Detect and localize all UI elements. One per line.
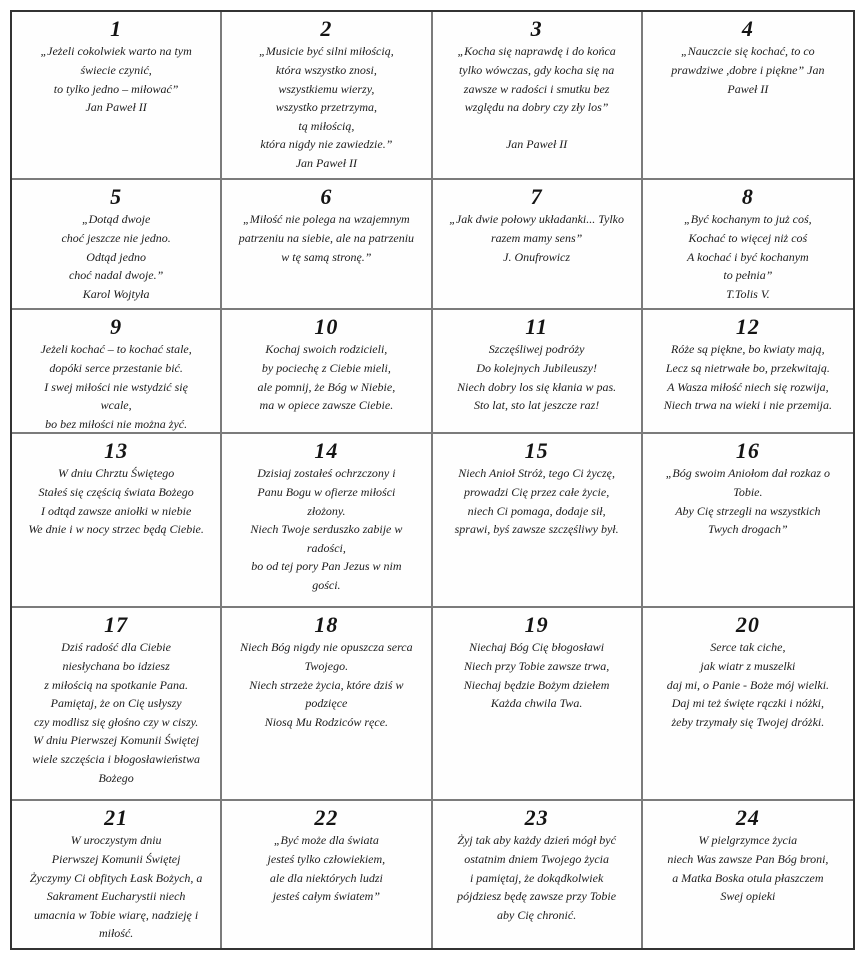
- quote-line: „Dotąd dwoje: [81, 212, 151, 227]
- quote-line: A kochać i być kochanym: [687, 249, 809, 264]
- quote-number: 1: [110, 16, 123, 41]
- quote-line: W pielgrzymce życia: [698, 833, 798, 848]
- quote-number: 10: [314, 314, 339, 339]
- quote-line: umacnia w Tobie wiarę, nadzieję i: [34, 907, 199, 922]
- quote-line: żeby trzymały się Twojej dróżki.: [671, 714, 825, 729]
- quote-line: niech Was zawsze Pan Bóg broni,: [667, 851, 829, 866]
- quote-text: [437, 42, 637, 154]
- quote-line: Twych drogach”: [708, 522, 788, 537]
- quote-cell: [12, 310, 222, 434]
- quote-line: I swej miłości nie wstydzić się: [44, 379, 188, 394]
- quote-line: sprawi, byś zawsze szczęśliwy był.: [454, 522, 619, 537]
- quote-line: wiele szczęścia i błogosławieństwa: [32, 751, 200, 766]
- quote-number: 7: [530, 184, 543, 209]
- quote-line: która nigdy nie zawiedzie.”: [260, 137, 393, 152]
- quote-text: [16, 340, 216, 433]
- quote-line: Niech przy Tobie zawsze trwa,: [464, 658, 610, 673]
- quote-cell: [433, 310, 643, 434]
- quote-line: „Kocha się naprawdę i do końca: [457, 44, 616, 59]
- quote-number: 23: [524, 805, 549, 830]
- quote-number: 13: [104, 438, 129, 463]
- quote-line: Niech Bóg nigdy nie opuszcza serca: [240, 640, 413, 655]
- quote-text: [647, 464, 849, 538]
- quote-cell: [12, 434, 222, 608]
- quote-text: [437, 831, 637, 924]
- quote-line: Niech Anioł Stróż, tego Ci życzę,: [458, 466, 615, 481]
- quote-cell: [222, 608, 432, 801]
- quote-line: to tylko jedno – miłować”: [53, 81, 179, 96]
- quote-line: miłość.: [98, 926, 134, 941]
- quote-line: Panu Bogu w ofierze miłości: [257, 484, 396, 499]
- quote-cell: [433, 12, 643, 180]
- quote-line: Życzymy Ci obfitych Łask Bożych, a: [29, 870, 203, 885]
- quote-text: [226, 638, 426, 731]
- quote-number: 8: [741, 184, 754, 209]
- quote-cell: [12, 12, 222, 180]
- quote-line: która wszystko znosi,: [275, 62, 377, 77]
- quote-line: A Wasza miłość niech się rozwija,: [667, 379, 829, 394]
- quote-text: [16, 638, 216, 787]
- quote-line: Sto lat, sto lat jeszcze raz!: [473, 398, 600, 413]
- quote-cell: [433, 608, 643, 801]
- quote-text: [647, 42, 849, 98]
- quote-line: wszystkiemu wierzy,: [278, 81, 375, 96]
- quote-line: Jan Paweł II: [85, 100, 147, 115]
- quote-text: [437, 210, 637, 266]
- quote-line: tą miłością,: [298, 118, 355, 133]
- quote-cell: [643, 801, 853, 948]
- quote-line: We dnie i w nocy strzec będą Ciebie.: [28, 522, 204, 537]
- quote-line: Jan Paweł II: [505, 137, 568, 152]
- quote-number: 19: [524, 612, 549, 637]
- quote-line: ma w opiece zawsze Ciebie.: [259, 398, 394, 413]
- quote-line: to pełnia”: [723, 268, 773, 283]
- quote-cell: [433, 180, 643, 310]
- quote-line: Aby Cię strzegli na wszystkich: [675, 503, 821, 518]
- quote-number: 14: [314, 438, 339, 463]
- quote-line: względu na dobry czy zły los”: [464, 100, 609, 115]
- quote-cell: [222, 12, 432, 180]
- quote-cell: [222, 434, 432, 608]
- quote-text: [437, 638, 637, 712]
- quote-line: by pociechę z Ciebie mieli,: [261, 360, 391, 375]
- quote-line: W dniu Chrztu Świętego: [57, 466, 175, 481]
- quote-line: Paweł II: [727, 81, 769, 96]
- quote-number: 15: [524, 438, 549, 463]
- quote-line: Kochaj swoich rodzicieli,: [265, 342, 388, 357]
- quote-line: Jeżeli kochać – to kochać stale,: [40, 342, 192, 357]
- quote-line: Każda chwila Twa.: [490, 696, 583, 711]
- quote-line: Dziś radość dla Ciebie: [61, 640, 171, 655]
- quote-number: 11: [525, 314, 549, 339]
- quote-line: Swej opieki: [720, 889, 776, 904]
- quote-cell: [643, 608, 853, 801]
- quote-line: „Miłość nie polega na wzajemnym: [243, 212, 410, 227]
- quote-cell: [433, 434, 643, 608]
- quote-number: 18: [314, 612, 339, 637]
- quote-line: W uroczystym dniu: [70, 833, 162, 848]
- quote-number: 21: [104, 805, 129, 830]
- quote-line: Serce tak ciche,: [710, 640, 786, 655]
- quote-number: 4: [741, 16, 754, 41]
- quote-line: i pamiętaj, że dokądkolwiek: [469, 870, 604, 885]
- quote-line: prowadzi Cię przez całe życie,: [464, 484, 610, 499]
- quote-line: pójdziesz będę zawsze przy Tobie: [457, 889, 617, 904]
- quote-line: Żyj tak aby każdy dzień mógł być: [457, 833, 616, 848]
- quote-line: choć nadal dwoje.”: [68, 268, 164, 283]
- quote-line: Twojego.: [304, 658, 349, 673]
- quote-line: radości,: [306, 540, 346, 555]
- quote-line: bo bez miłości nie można żyć.: [45, 416, 188, 431]
- quote-cell: [12, 608, 222, 801]
- quote-line: bo od tej pory Pan Jezus w nim: [251, 559, 402, 574]
- quote-text: [226, 42, 426, 172]
- quote-text: [647, 638, 849, 731]
- quote-line: patrzeniu na siebie, ale na patrzeniu: [238, 230, 415, 245]
- quote-line: „Nauczcie się kochać, to co: [681, 44, 815, 59]
- quote-line: jak wiatr z muszelki: [700, 658, 796, 673]
- quote-text: [647, 831, 849, 905]
- quote-cell: [222, 801, 432, 948]
- quote-line: Bożego: [98, 770, 134, 785]
- quote-number: 17: [104, 612, 129, 637]
- quote-text: [226, 340, 426, 414]
- quote-line: [437, 117, 637, 136]
- quote-line: I odtąd zawsze aniołki w niebie: [40, 503, 192, 518]
- quote-line: Tobie.: [733, 484, 763, 499]
- quote-line: dopóki serce przestanie bić.: [49, 360, 183, 375]
- quote-line: gości.: [312, 577, 341, 592]
- quote-line: T.Tolis V.: [726, 286, 770, 301]
- quote-number: 6: [320, 184, 333, 209]
- quote-cell: [643, 12, 853, 180]
- quote-number: 9: [110, 314, 123, 339]
- quote-line: „Musicie być silni miłością,: [259, 44, 394, 59]
- quote-text: [226, 210, 426, 266]
- quote-line: razem mamy sens”: [490, 230, 583, 245]
- quote-number: 16: [735, 438, 760, 463]
- quote-line: zawsze w radości i smutku bez: [463, 81, 610, 96]
- quote-line: Kochać to więcej niż coś: [688, 230, 808, 245]
- quote-line: Pierwszej Komunii Świętej: [51, 851, 181, 866]
- quote-line: „Jak dwie połowy układanki... Tylko: [449, 212, 624, 227]
- quote-text: [16, 831, 216, 943]
- quote-text: [647, 210, 849, 303]
- quote-line: Do kolejnych Jubileuszy!: [476, 360, 597, 375]
- quote-number: 24: [735, 805, 760, 830]
- quote-cell: [12, 180, 222, 310]
- quote-line: z miłością na spotkanie Pana.: [44, 677, 188, 692]
- quote-line: tylko wówczas, gdy kocha się na: [458, 62, 615, 77]
- quote-line: jesteś całym światem”: [272, 889, 381, 904]
- quote-line: J. Onufrowicz: [503, 249, 571, 264]
- quote-line: „Jeżeli cokolwiek warto na tym: [40, 44, 192, 59]
- quote-line: „Być kochanym to już coś,: [684, 212, 812, 227]
- quote-line: podzięce: [305, 696, 348, 711]
- quote-text: [437, 464, 637, 538]
- quote-number: 5: [110, 184, 123, 209]
- quote-number: 20: [735, 612, 760, 637]
- quote-line: W dniu Pierwszej Komunii Świętej: [33, 733, 200, 748]
- quote-line: Jan Paweł II: [295, 155, 358, 170]
- quote-line: Daj mi też święte rączki i nóżki,: [671, 696, 825, 711]
- quote-line: „Być może dla świata: [273, 833, 379, 848]
- quote-line: niech Ci pomaga, dodaje sił,: [467, 503, 606, 518]
- quote-line: aby Cię chronić.: [497, 907, 577, 922]
- quotes-table: [10, 10, 855, 950]
- quote-number: 2: [320, 16, 333, 41]
- quote-line: a Matka Boska otula płaszczem: [672, 870, 824, 885]
- quote-text: [226, 464, 426, 594]
- quote-line: niesłychana bo idziesz: [62, 658, 170, 673]
- quote-cell: [433, 801, 643, 948]
- quote-line: Sakrament Eucharystii niech: [46, 889, 186, 904]
- quote-line: ostatnim dniem Twojego życia: [464, 851, 610, 866]
- quote-line: prawdziwe ,dobre i piękne” Jan: [671, 62, 825, 77]
- quote-line: Karol Wojtyła: [82, 286, 150, 301]
- quote-line: złożony.: [307, 503, 346, 518]
- quote-line: w tę samą stronę.”: [281, 249, 372, 264]
- quote-line: Niech trwa na wieki i nie przemija.: [663, 398, 833, 413]
- quote-line: czy modlisz się głośno czy w ciszy.: [33, 714, 199, 729]
- quote-line: jesteś tylko człowiekiem,: [267, 851, 386, 866]
- quote-line: Róże są piękne, bo kwiaty mają,: [671, 342, 825, 357]
- quote-line: Niosą Mu Rodziców ręce.: [264, 714, 389, 729]
- quote-line: Niech dobry los się kłania w pas.: [457, 379, 617, 394]
- quote-number: 3: [530, 16, 543, 41]
- quote-line: Stałeś się częścią świata Bożego: [38, 484, 194, 499]
- quote-text: [437, 340, 637, 414]
- quote-line: świecie czynić,: [80, 62, 152, 77]
- quote-line: daj mi, o Panie - Boże mój wielki.: [666, 677, 830, 692]
- quote-number: 22: [314, 805, 339, 830]
- quote-text: [226, 831, 426, 905]
- quote-cell: [643, 180, 853, 310]
- quote-cell: [643, 434, 853, 608]
- quote-line: Dzisiaj zostałeś ochrzczony i: [257, 466, 396, 481]
- quote-text: [16, 42, 216, 116]
- quote-line: Niech Twoje serduszko zabije w: [250, 522, 403, 537]
- quote-number: 12: [735, 314, 760, 339]
- quote-line: ale dla niektórych ludzi: [269, 870, 383, 885]
- quote-line: Pamiętaj, że on Cię usłyszy: [50, 696, 182, 711]
- quote-line: Odtąd jedno: [86, 249, 146, 264]
- quote-text: [16, 210, 216, 303]
- quote-cell: [222, 180, 432, 310]
- quote-line: wcale,: [100, 398, 132, 413]
- quote-line: ale pomnij, że Bóg w Niebie,: [257, 379, 396, 394]
- quote-line: choć jeszcze nie jedno.: [61, 230, 171, 245]
- quote-line: Niechaj Bóg Cię błogosławi: [469, 640, 605, 655]
- quote-cell: [222, 310, 432, 434]
- quote-cell: [643, 310, 853, 434]
- quote-text: [647, 340, 849, 414]
- quote-line: Niechaj będzie Bożym dziełem: [463, 677, 610, 692]
- quote-line: Niech strzeże życia, które dziś w: [249, 677, 404, 692]
- quote-line: Szczęśliwej podróży: [488, 342, 585, 357]
- quote-line: wszystko przetrzyma,: [275, 100, 378, 115]
- quote-line: Lecz są nietrwałe bo, przekwitają.: [665, 360, 830, 375]
- quote-cell: [12, 801, 222, 948]
- quote-line: „Bóg swoim Aniołom dał rozkaz o: [665, 466, 831, 481]
- quote-text: [16, 464, 216, 538]
